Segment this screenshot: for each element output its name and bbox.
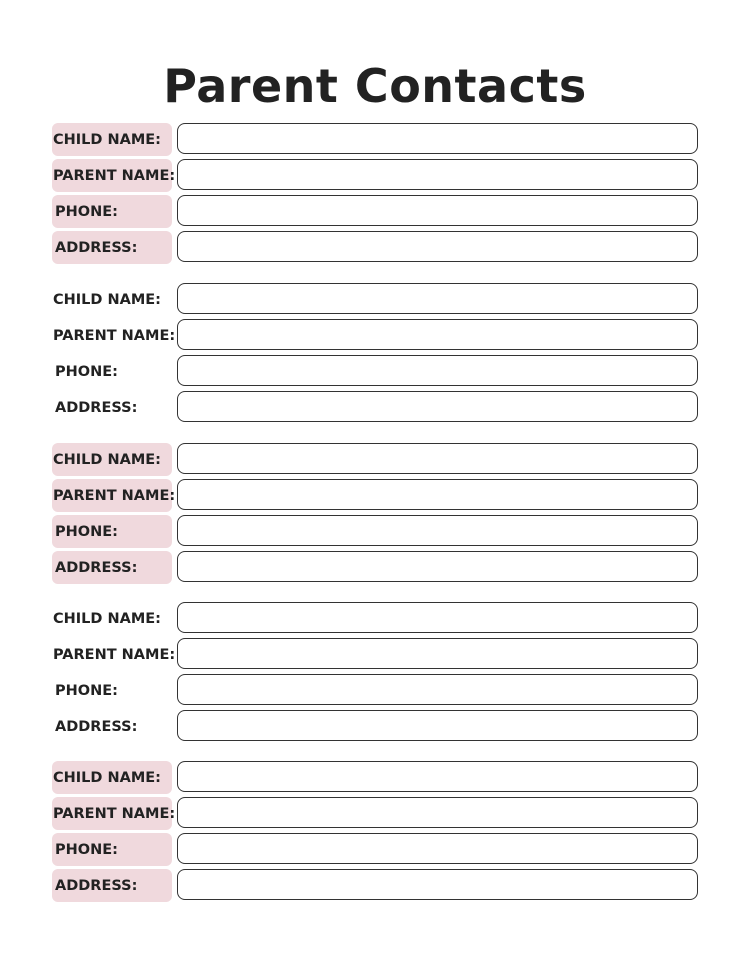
contact-group-4 [52,602,699,746]
address-field[interactable] [177,231,698,262]
parent-name-row [52,159,699,192]
child-name-field[interactable] [177,283,698,314]
parent-name-field[interactable] [177,638,698,669]
phone-row [52,195,699,228]
child-name-label: CHILD NAME: [52,443,172,476]
address-row [52,551,699,584]
phone-field[interactable] [177,355,698,386]
address-label: ADDRESS: [52,231,172,264]
address-label: ADDRESS: [55,399,138,416]
phone-row [52,674,699,707]
parent-name-label: PARENT NAME: [52,159,172,192]
contact-group-5 [52,761,699,905]
child-name-label: CHILD NAME: [53,610,161,627]
address-label: ADDRESS: [52,551,172,584]
parent-name-field[interactable] [177,797,698,828]
address-field[interactable] [177,391,698,422]
phone-label: PHONE: [52,195,172,228]
parent-name-field[interactable] [177,319,698,350]
parent-name-row [52,797,699,830]
child-name-row [52,283,699,316]
child-name-row [52,443,699,476]
phone-label: PHONE: [52,515,172,548]
child-name-field[interactable] [177,761,698,792]
child-name-row [52,602,699,635]
parent-name-field[interactable] [177,479,698,510]
address-row [52,391,699,424]
parent-name-row [52,479,699,512]
phone-field[interactable] [177,674,698,705]
address-label: ADDRESS: [55,718,138,735]
phone-label: PHONE: [55,363,118,380]
child-name-label: CHILD NAME: [52,761,172,794]
child-name-field[interactable] [177,443,698,474]
child-name-label: CHILD NAME: [53,291,161,308]
address-label: ADDRESS: [52,869,172,902]
parent-name-label: PARENT NAME: [52,479,172,512]
parent-name-label: PARENT NAME: [53,646,176,663]
phone-row [52,515,699,548]
parent-name-row [52,319,699,352]
child-name-row [52,761,699,794]
phone-field[interactable] [177,195,698,226]
contact-group-2 [52,283,699,427]
phone-row [52,355,699,388]
parent-name-row [52,638,699,671]
address-field[interactable] [177,869,698,900]
address-field[interactable] [177,551,698,582]
child-name-field[interactable] [177,602,698,633]
child-name-field[interactable] [177,123,698,154]
address-row [52,231,699,264]
page-title: Parent Contacts [163,59,587,113]
phone-field[interactable] [177,833,698,864]
parent-name-label: PARENT NAME: [52,797,172,830]
contact-group-3 [52,443,699,587]
phone-label: PHONE: [52,833,172,866]
child-name-row [52,123,699,156]
address-field[interactable] [177,710,698,741]
child-name-label: CHILD NAME: [52,123,172,156]
parent-name-field[interactable] [177,159,698,190]
phone-row [52,833,699,866]
address-row [52,710,699,743]
parent-name-label: PARENT NAME: [53,327,176,344]
contact-group-1 [52,123,699,267]
phone-label: PHONE: [55,682,118,699]
address-row [52,869,699,902]
phone-field[interactable] [177,515,698,546]
